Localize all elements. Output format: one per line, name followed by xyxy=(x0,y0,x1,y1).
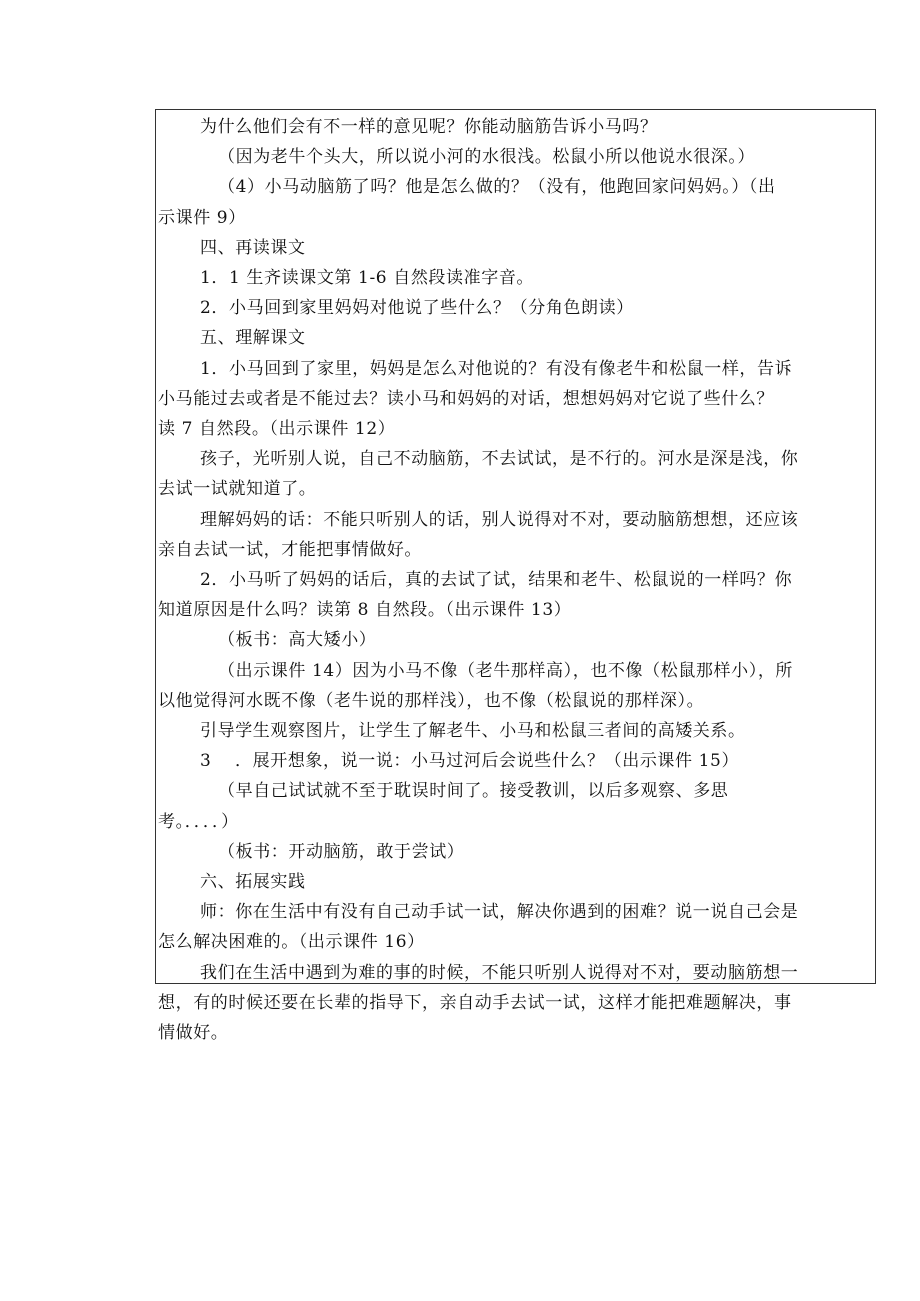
text-line: 1．小马回到了家里，妈妈是怎么对他说的？有没有像老牛和松鼠一样，告诉 xyxy=(200,358,793,379)
text-line: （出示课件 14）因为小马不像（老牛那样高），也不像（松鼠那样小），所 xyxy=(218,660,794,681)
text-line: 以他觉得河水既不像（老牛说的那样浅），也不像（松鼠说的那样深）。 xyxy=(158,690,705,711)
text-line: 2．小马回到家里妈妈对他说了些什么？（分角色朗读） xyxy=(200,298,634,319)
text-line: 情做好。 xyxy=(158,1023,229,1043)
text-line: 考。．．．．） xyxy=(158,811,239,832)
text-line: 读 7 自然段。（出示课件 12） xyxy=(158,419,396,439)
text-line: 想，有的时候还要在长辈的指导下，亲自动手去试一试，这样才能把难题解决，事 xyxy=(158,992,792,1013)
text-line: 六、拓展实践 xyxy=(200,872,306,892)
text-line: 1．1 生齐读课文第 1-6 自然段读准字音。 xyxy=(200,268,535,288)
text-line: 去试一试就知道了。 xyxy=(158,479,317,500)
text-line: 师：你在生活中有没有自己动手试一试，解决你遇到的困难？说一说自己会是 xyxy=(200,902,799,923)
text-line: 四、再读课文 xyxy=(200,237,306,258)
text-line: 孩子，光听别人说，自己不动脑筋，不去试试，是不行的。河水是深是浅，你 xyxy=(200,449,799,470)
text-line: （板书：开动脑筋，敢于尝试） xyxy=(218,841,465,862)
text-line: 为什么他们会有不一样的意见呢？你能动脑筋告诉小马吗？ xyxy=(200,117,658,137)
text-line: 我们在生活中遇到为难的事的时候，不能只听别人说得对不对，要动脑筋想一 xyxy=(200,962,799,983)
text-line: （早自己试试就不至于耽误时间了。接受教训，以后多观察、多思 xyxy=(218,781,729,802)
text-line: 亲自去试一试，才能把事情做好。 xyxy=(158,539,422,560)
text-line: （板书：高大矮小） xyxy=(218,630,377,651)
text-line: 理解妈妈的话：不能只听别人的话，别人说得对不对，要动脑筋想想，还应该 xyxy=(200,509,799,530)
text-line: （因为老牛个头大，所以说小河的水很浅。松鼠小所以他说水很深。） xyxy=(218,147,756,168)
text-line: 知道原因是什么吗？读第 8 自然段。（出示课件 13） xyxy=(158,600,572,621)
text-line: 五、理解课文 xyxy=(200,328,306,349)
text-line: 怎么解决困难的。（出示课件 16） xyxy=(158,932,425,953)
text-line: 引导学生观察图片，让学生了解老牛、小马和松鼠三者间的高矮关系。 xyxy=(200,721,746,741)
text-line: 3 ．展开想象，说一说：小马过河后会说些什么？（出示课件 15） xyxy=(200,751,740,772)
text-line: （4）小马动脑筋了吗？他是怎么做的？（没有，他跑回家问妈妈。）（出 xyxy=(218,177,776,198)
text-line: 示课件 9） xyxy=(158,207,246,228)
text-line: 2．小马听了妈妈的话后，真的去试了试，结果和老牛、松鼠说的一样吗？你 xyxy=(200,570,793,590)
text-line: 小马能过去或者是不能过去？读小马和妈妈的对话，想想妈妈对它说了些什么？ xyxy=(158,388,774,409)
